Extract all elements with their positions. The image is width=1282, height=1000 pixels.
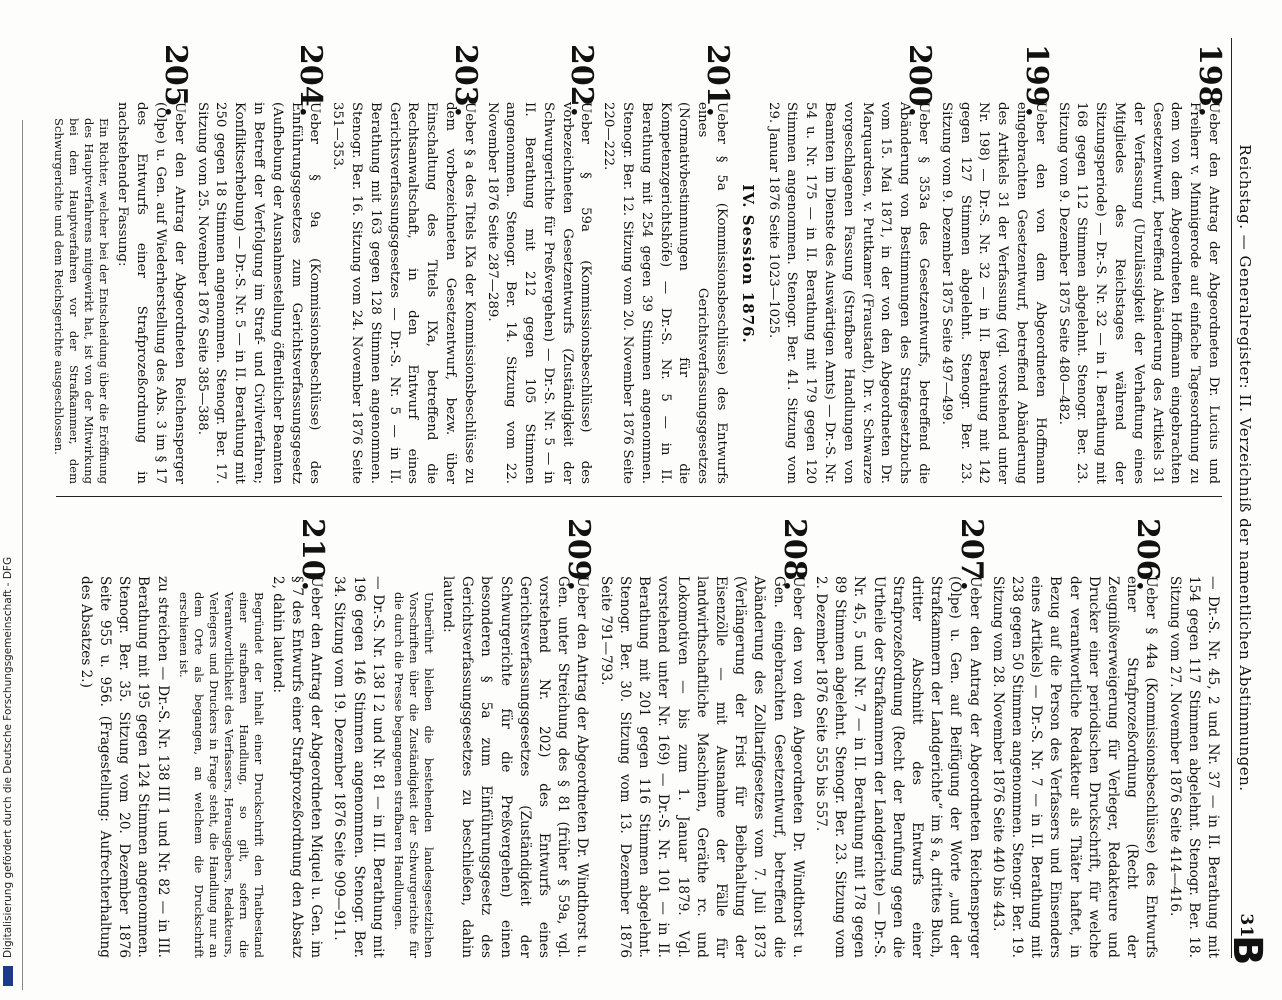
rotated-document-page	[16, 18, 1270, 978]
entry-number: 210.	[295, 518, 331, 592]
vote-entry	[482, 44, 600, 484]
entry-number: 201.	[700, 44, 736, 118]
entry-number: 203.	[447, 44, 483, 118]
vote-entry	[1164, 518, 1222, 958]
entry-text: Ueber den von den Abgeordneten Dr. Windthorst u. Gen. eingebrachten Gesetzentwurf, betreffend die Abänderung des Zolltarifgesetzes vom 7. Juli 1873 (Verlängerung der Frist für Beibehaltung der Eisenzölle — mit Ausnahme der Fälle für landwirthschaftliche Maschinen, Geräthe rc. und Lokomotiven — bis zum 1. Januar 1879. Vgl. vorstehend unter Nr. 169) — Dr.-S. Nr. 101 — in II. Berathung mit 201 gegen 116 Stimmen abgelehnt. Stenogr. Ber. 30. Sitzung vom 13. Dezember 1876 Seite 791—793.	[597, 576, 806, 958]
entry-text: Ueber den Antrag der Abgeordneten Miquel u. Gen. im § 7 des Entwurfs einer Strafprozeßordnung den Absatz 2, dahin lautend:	[269, 576, 325, 958]
dfg-logo-icon	[3, 966, 13, 986]
entry-text: Ueber § 44a (Kommissionsbeschlüsse) des Entwurfs einer Strafprozeßordnung (Recht der Zeugnißverweigerung für Verleger, Redakteure und Drucker einer periodischen Druckschrift, für welche der verantwortliche Redakteur als Thäter haftet, in Bezug auf die Person des Verfassers und Einsenders eines Artikels) — Dr.-S. Nr. 7 — in II. Berathung mit 238 gegen 50 Stimmen angenommen. Stenogr. Ber. 19. Sitzung vom 28. November 1876 Seite 440 bis 443.	[989, 576, 1160, 958]
vote-entry	[763, 44, 938, 484]
entry-text: — Dr.-S. Nr. 138 I 2 und Nr. 81 — in III. Berathung mit 196 gegen 146 Stimmen angenommen. Stenogr. Ber. 34. Sitzung vom 19. Dezember 1876 Seite 909—911.	[331, 576, 386, 958]
entry-number: 206.	[1130, 518, 1166, 592]
vote-entry	[192, 44, 329, 484]
entry-text: Ueber den Antrag der Abgeordneten Dr. Lucius und Freiherr v. Minnigerode auf einfache Tagesordnung zu dem von dem Abgeordneten Hoffmann eingebrachten Gesetzentwurf, betreffend Abänderung des Artikels 31 der Verfassung (Unzulässigkeit der Verhaftung eines Mitgliedes des Reichstages während der Sitzungsperiode) — Dr.-S. Nr. 32 — in I. Berathung mit 168 gegen 112 Stimmen abgelehnt. Stenogr. Ber. 23. Sitzung vom 9. Dezember 1875 Seite 480—482.	[1055, 102, 1221, 484]
vote-entry	[327, 44, 483, 484]
vote-entry	[176, 518, 331, 958]
entry-text: Ueber § 353a des Gesetzentwurfs, betreffend die Abänderung von Bestimmungen des Strafgesetzbuchs vom 15. Mai 1871, in der von den Abgeordneten Dr. Marquardsen, v. Puttkamer (Fraustadt), Dr. v. Schwarze vorgeschlagenen Fassung (Strafbare Handlungen von Beamten im Dienste des Auswärtigen Amts) — Dr.-S. Nr. 54 u. Nr. 175 — in II. Berathung mit 179 gegen 120 Stimmen angenommen. Stenogr. Ber. 41. Sitzung vom 29. Januar 1876 Seite 1023—1025.	[765, 102, 932, 484]
entry-text: Ueber den Antrag der Abgeordneten Reichensperger (Olpe) u. Gen. auf Beifügung der Worte „und der Strafkammern der Landgerichte“ im § a, drittes Buch, dritter Abschnitt des Entwurfs einer Strafprozeßordnung (Recht der Berufung gegen die Urtheile der Strafkammern der Landgerichte) — Dr.-S. Nr. 45, 5 und Nr. 7 — in II. Berathung mit 178 gegen 89 Stimmen abgelehnt. Stenogr. Ber. 23. Sitzung vom 2. Dezember 1876 Seite 555 bis 557.	[812, 576, 983, 958]
vote-entry	[51, 44, 193, 484]
entry-text: Ueber den Antrag der Abgeordneten Dr. Windthorst u. Gen. unter Streichung des § 81 (früher § 59a, vgl. vorstehend Nr. 202) des Entwurfs eines Gerichtsverfassungsgesetzes (Zuständigkeit der Schwurgerichte für die Preßvergehen) einen besonderen § 5a zum Einführungsgesetz des Gerichtsverfassungsgesetzes zu beschließen, dahin lautend:	[440, 576, 591, 958]
entry-number: 204.	[293, 44, 329, 118]
vote-entry	[811, 518, 989, 958]
left-column	[36, 44, 1227, 484]
session-heading: IV. Session 1876.	[738, 184, 757, 344]
entry-text: Ueber § 59a (Kommissionsbeschlüsse) des vorbezeichneten Gesetzentwurfs (Zuständigkeit der Schwurgerichte für Preßvergehen) — Dr.-S. Nr. 5 — in II. Berathung mit 212 gegen 105 Stimmen angenommen. Stenogr. Ber. 14. Sitzung vom 22. November 1876 Seite 287—289.	[484, 102, 594, 484]
entry-number: 209.	[561, 518, 597, 592]
dfg-funding-notice: Digitalisierung gefördert durch die Deutsche Forschungsgemeinschaft - DFG	[2, 556, 14, 958]
entry-number: 200.	[902, 44, 938, 118]
entry-number: 199.	[1018, 44, 1054, 118]
vote-entry	[936, 44, 1054, 484]
entry-text: Ueber § 9a (Kommissionsbeschlüsse) des Einführungsgesetzes zum Gerichtsverfassungsgesetz (Aufhebung der Ausnahmestellung öffentlicher Beamten in Betreff der Verfolgung im Straf- und Civilverfahren; Konfliktserhebung) — Dr.-S. Nr. 5 — in II. Berathung mit 250 gegen 18 Stimmen angenommen. Stenogr. Ber. 17. Sitzung vom 25. November 1876 Seite 385—388.	[194, 102, 323, 484]
vote-entry	[596, 518, 812, 958]
vote-entry	[76, 518, 172, 958]
quoted-provision: Ein Richter, welcher bei der Entscheidung über die Eröffnung des Hauptverfahrens mitgewirkt hat, ist von der Mitwirkung bei dem Hauptverfahren vor der Strafkammer, dem Schwurgerichte und dem Reichsgerichte ausgeschlossen.	[51, 118, 111, 484]
running-title: Reichstag. — Generalregister: II. Verzeichniß der namentlichen Abstimmungen.	[1236, 144, 1254, 792]
vote-entry	[391, 518, 597, 958]
right-column	[36, 518, 1222, 958]
register-tab-letter: B	[1224, 935, 1270, 966]
entry-number: 198.	[1192, 44, 1227, 118]
vote-entry	[1053, 44, 1227, 484]
vote-entry	[599, 44, 736, 484]
page-number: 31	[1236, 913, 1256, 938]
quoted-provision: Unberührt bleiben die bestehenden landesgesetzlichen Vorschriften über die Zuständigkeit der Schwurgerichte für die durch die Presse begangenen strafbaren Handlungen.	[391, 592, 436, 958]
vote-entry	[988, 518, 1166, 958]
entry-number: 207.	[953, 518, 989, 592]
page-header	[1224, 38, 1270, 966]
entry-number: 205.	[157, 44, 193, 118]
column-divider	[56, 496, 1222, 497]
vote-entry	[329, 518, 387, 958]
quoted-provision: Begründet der Inhalt einer Druckschrift den Thatbestand einer strafbaren Handlung, so gilt, sofern die Verantwortlichkeit des Verfassers, Herausgebers, Redakteurs, Verlegers und Druckers in Frage steht, die Handlung nur an dem Orte als begangen, an welchem die Druckschrift erschienen ist.	[176, 592, 266, 958]
entry-text: Ueber § 5a (Kommissionsbeschlüsse) des Entwurfs eines Gerichtsverfassungsgesetzes (Normativbestimmungen für die Kompetenzgerichtshöfe) — Dr.-S. Nr. 5 — in II. Berathung mit 254 gegen 39 Stimmen angenommen. Stenogr. Ber. 12. Sitzung vom 20. November 1876 Seite 220—222.	[601, 102, 730, 484]
entry-number: 202.	[564, 44, 600, 118]
entry-text: Ueber den Antrag der Abgeordneten Reichensperger (Olpe) u. Gen. auf Wiederherstellung des Abs. 3 im § 17 des Entwurfs einer Strafprozeßordnung in nachstehender Fassung:	[115, 102, 187, 484]
entry-text: Ueber § a des Titels IXa der Kommissionsbeschlüsse zu dem vorbezeichneten Gesetzentwurf, bezw. über Einschaltung des Titels IXa, betreffend die Rechtsanwaltschaft, in den Entwurf eines Gerichtsverfassungsgesetzes — Dr.-S. Nr. 5 — in II. Berathung mit 163 gegen 128 Stimmen angenommen. Stenogr. Ber. 16. Sitzung vom 24. November 1876 Seite 351—353.	[330, 102, 477, 484]
entry-text: Ueber den von dem Abgeordneten Hoffmann eingebrachten Gesetzentwurf, betreffend Abänderung des Artikels 31 der Verfassung (vgl. vorstehend unter Nr. 198) — Dr.-S. Nr. 32 — in II. Berathung mit 142 gegen 127 Stimmen abgelehnt. Stenogr. Ber. 23. Sitzung vom 9. Dezember 1875 Seite 497—499.	[938, 102, 1048, 484]
entry-text: zu streichen — Dr.-S. Nr. 138 III 1 und Nr. 82 — in III. Berathung mit 195 gegen 124 Stimmen angenommen. Stenogr. Ber. 35. Sitzung vom 20. Dezember 1876 Seite 955 u. 956. (Fragestellung: Aufrechterhaltung des Absatzes 2.)	[77, 576, 171, 958]
entry-text: — Dr.-S. Nr. 45, 2 und Nr. 37 — in II. Berathung mit 154 gegen 117 Stimmen abgelehnt. Stenogr. Ber. 18. Sitzung vom 27. November 1876 Seite 414—416.	[1166, 576, 1221, 958]
entry-number: 208.	[776, 518, 812, 592]
